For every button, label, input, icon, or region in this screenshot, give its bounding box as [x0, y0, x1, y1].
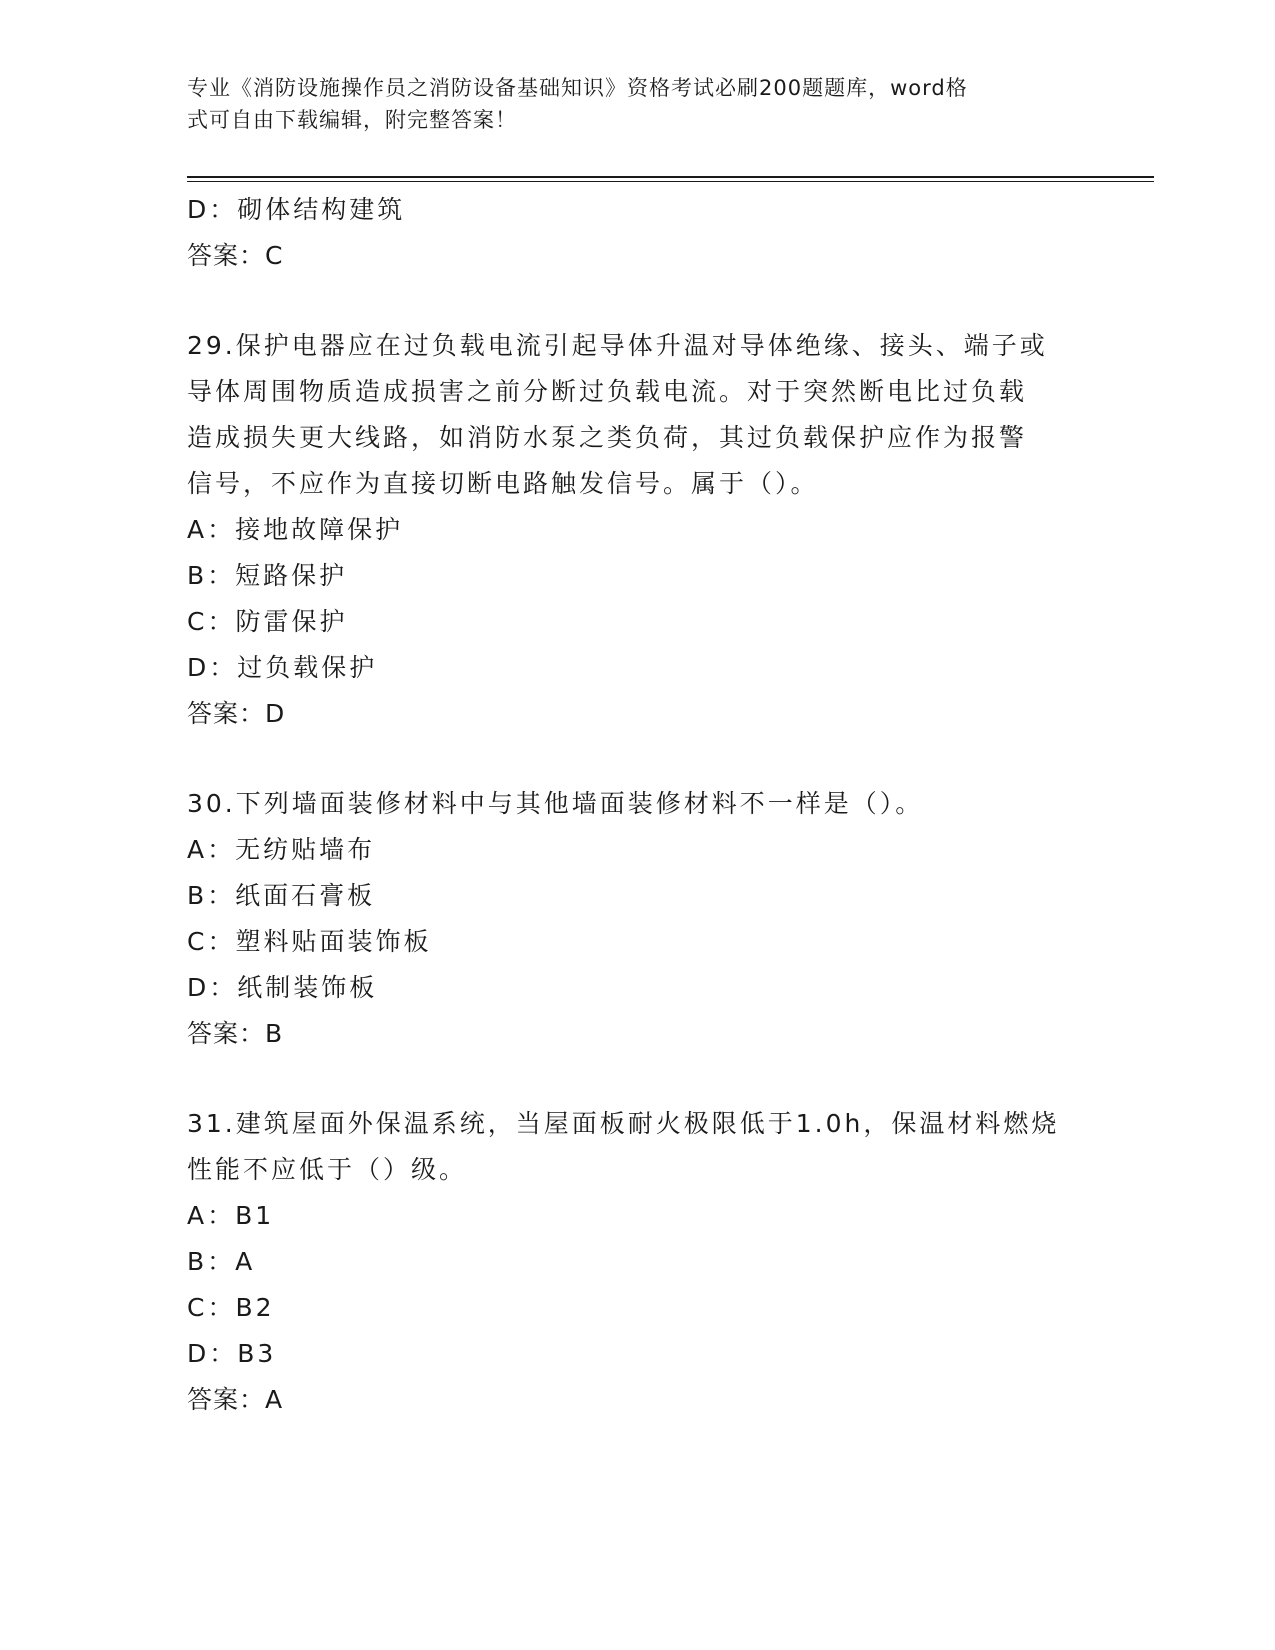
- question-text-line: 信号，不应作为直接切断电路触发信号。属于（）。: [187, 469, 819, 498]
- option-d: D：纸制装饰板: [187, 973, 378, 1002]
- spacer: [187, 279, 1087, 323]
- option-d: D：过负载保护: [187, 653, 378, 682]
- answer-line: 答案：B: [187, 1019, 284, 1048]
- option-a: A：接地故障保护: [187, 515, 404, 544]
- question-text-line: 30.下列墙面装修材料中与其他墙面装修材料不一样是（）。: [187, 789, 924, 818]
- answer-line: 答案：C: [187, 241, 284, 270]
- answer-line: 答案：D: [187, 699, 286, 728]
- question-text-line: 性能不应低于（）级。: [187, 1155, 468, 1184]
- previous-question-tail: [187, 187, 1087, 279]
- header-line: 式可自由下载编辑，附完整答案！: [187, 108, 517, 132]
- question-text-line: 造成损失更大线路，如消防水泵之类负荷，其过负载保护应作为报警: [187, 423, 1028, 452]
- option-d: D：B3: [187, 1339, 277, 1368]
- spacer: [187, 1057, 1087, 1101]
- header-line: 专业《消防设施操作员之消防设备基础知识》资格考试必刷200题题库，word格: [187, 76, 968, 100]
- option-c: C：塑料贴面装饰板: [187, 927, 432, 956]
- spacer: [187, 737, 1087, 781]
- option-a: A：无纺贴墙布: [187, 835, 376, 864]
- option-b: B：短路保护: [187, 561, 348, 590]
- option-b: B：纸面石膏板: [187, 881, 376, 910]
- option-c: C：防雷保护: [187, 607, 348, 636]
- option-c: C：B2: [187, 1293, 275, 1322]
- question-text-line: 29.保护电器应在过负载电流引起导体升温对导体绝缘、接头、端子或: [187, 331, 1048, 360]
- question-text-line: 导体周围物质造成损害之前分断过负载电流。对于突然断电比过负载: [187, 377, 1028, 406]
- question-text: [187, 781, 1087, 827]
- question-30: [187, 781, 1087, 1057]
- document-header: [187, 72, 1067, 136]
- option-d: D：砌体结构建筑: [187, 195, 406, 224]
- option-b: B：A: [187, 1247, 256, 1276]
- header-divider-thin: [187, 181, 1154, 182]
- question-list: [187, 187, 1087, 1423]
- option-a: A：B1: [187, 1201, 275, 1230]
- question-text: [187, 1101, 1087, 1193]
- header-divider-thick: [187, 176, 1154, 178]
- question-31: [187, 1101, 1087, 1423]
- question-29: [187, 323, 1087, 737]
- answer-line: 答案：A: [187, 1385, 284, 1414]
- question-text-line: 31.建筑屋面外保温系统，当屋面板耐火极限低于1.0h，保温材料燃烧: [187, 1109, 1060, 1138]
- question-text: [187, 323, 1087, 507]
